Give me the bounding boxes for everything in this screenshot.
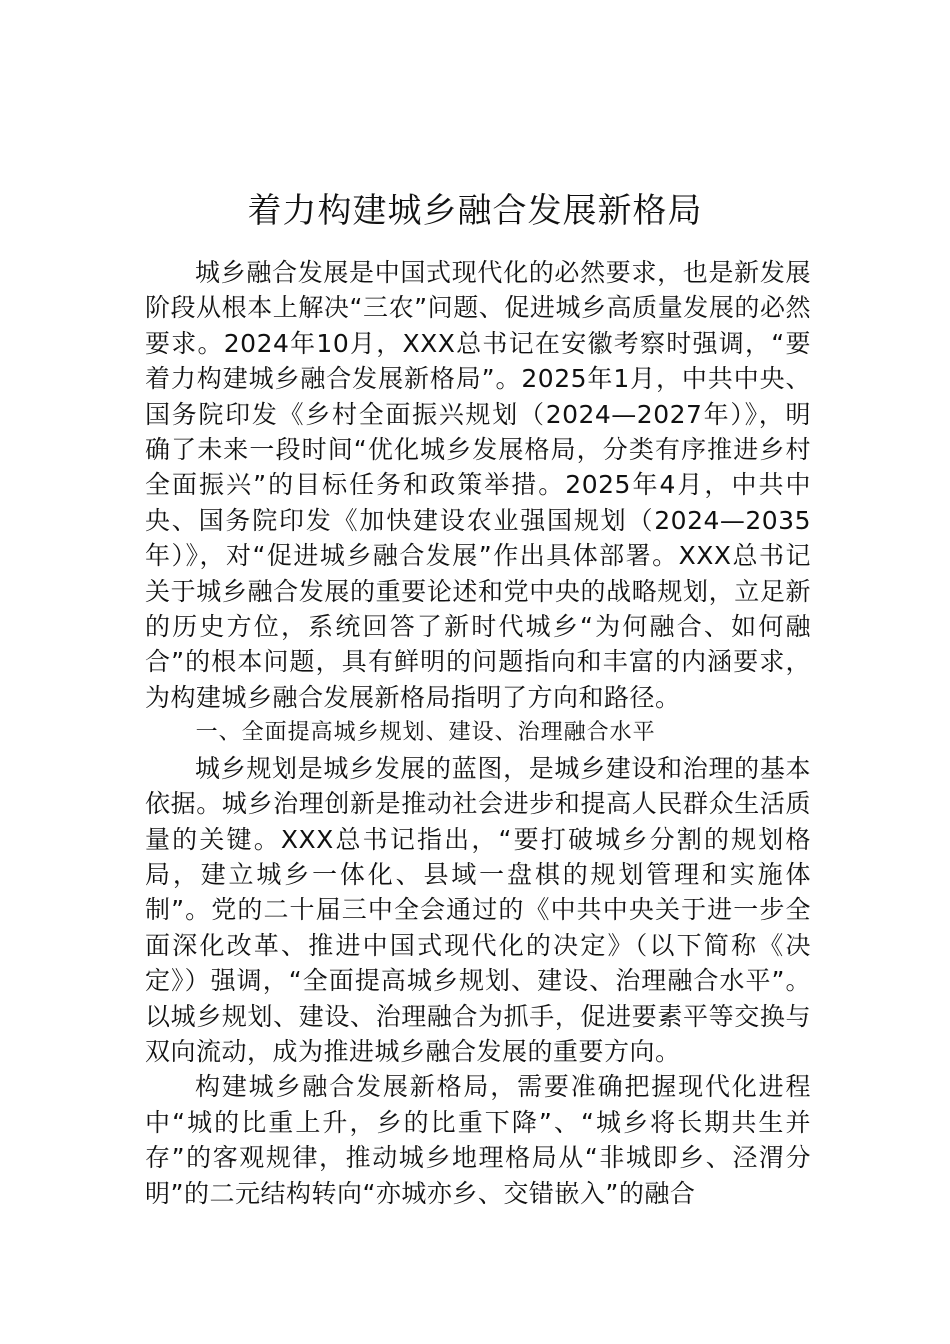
intro-paragraph: 城乡融合发展是中国式现代化的必然要求，也是新发展阶段从根本上解决“三农”问题、促进城乡高质量发展的必然要求。2024年10月，XXX总书记在安徽考察时强调，“要着力构建城乡融合发展新格局”。2025年1月，中共中央、国务院印发《乡村全面振兴规划（2024—2027年）》，明确了未来一段时间“优化城乡发展格局，分类有序推进乡村全面振兴”的目标任务和政策举措。2025年4月，中共中央、国务院印发《加快建设农业强国规划（2024—2035年）》，对“促进城乡融合发展”作出具体部署。XXX总书记关于城乡融合发展的重要论述和党中央的战略规划，立足新的历史方位，系统回答了新时代城乡“为何融合、如何融合”的根本问题，具有鲜明的问题指向和丰富的内涵要求，为构建城乡融合发展新格局指明了方向和路径。 [145,258,811,712]
section-paragraph: 城乡规划是城乡发展的蓝图，是城乡建设和治理的基本依据。城乡治理创新是推动社会进步和提高人民群众生活质量的关键。XXX总书记指出，“要打破城乡分割的规划格局，建立城乡一体化、县域一盘棋的规划管理和实施体制”。党的二十届三中全会通过的《中共中央关于进一步全面深化改革、推进中国式现代化的决定》（以下简称《决定》）强调，“全面提高城乡规划、建设、治理融合水平”。以城乡规划、建设、治理融合为抓手，促进要素平等交换与双向流动，成为推进城乡融合发展的重要方向。 [145,753,811,1066]
document-body [145,255,811,1211]
section-paragraph: 构建城乡融合发展新格局，需要准确把握现代化进程中“城的比重上升，乡的比重下降”、“城乡将长期共生并存”的客观规律，推动城乡地理格局从“非城即乡、泾渭分明”的二元结构转向“亦城亦乡、交错嵌入”的融合 [145,1072,811,1208]
section-heading: 一、全面提高城乡规划、建设、治理融合水平 [195,720,656,746]
document-title: 着力构建城乡融合发展新格局 [247,190,703,231]
